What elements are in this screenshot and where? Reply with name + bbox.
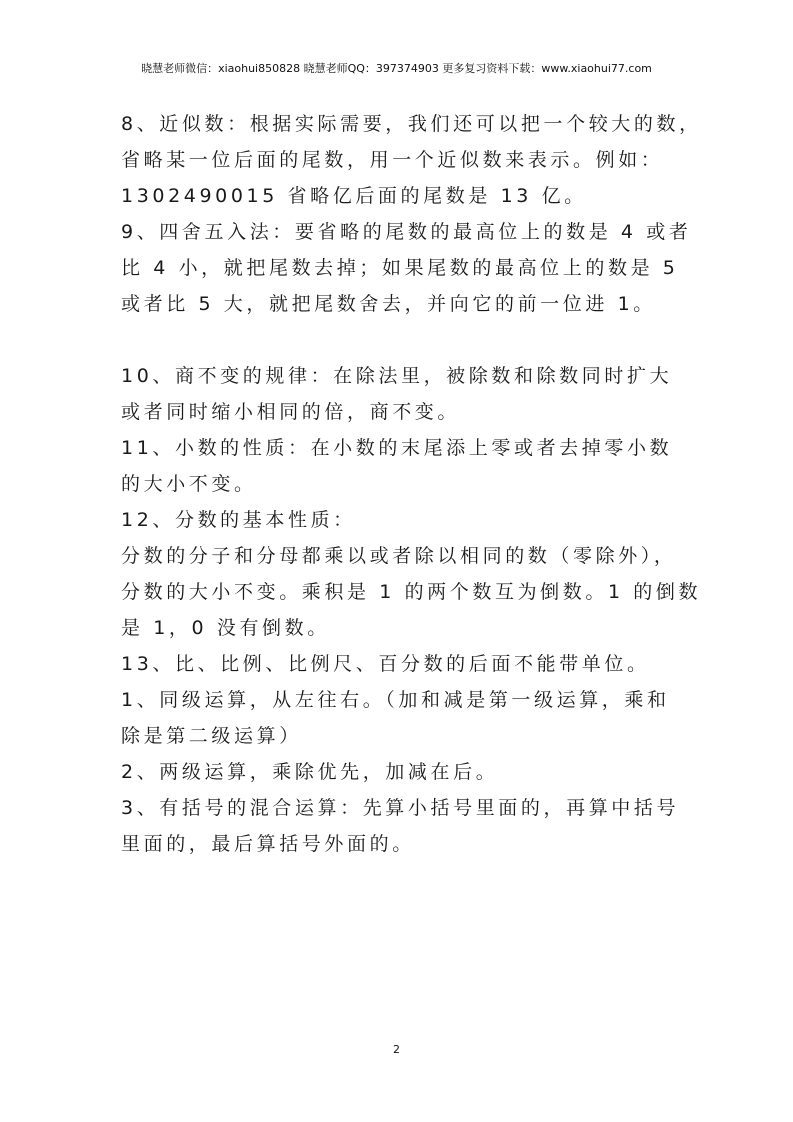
text-line: 8、近似数：根据实际需要，我们还可以把一个较大的数， xyxy=(121,113,702,135)
document-body xyxy=(121,106,702,862)
text-line: 是 1，0 没有倒数。 xyxy=(121,617,330,639)
text-line: 分数的分子和分母都乘以或者除以相同的数（零除外）， xyxy=(121,545,677,567)
text-line: 13、比、比例、比例尺、百分数的后面不能带单位。 xyxy=(121,653,650,675)
text-line: 比 4 小，就把尾数去掉；如果尾数的最高位上的数是 5 xyxy=(121,257,679,279)
text-line: 或者比 5 大，就把尾数舍去，并向它的前一位进 1。 xyxy=(121,293,656,315)
text-line: 里面的，最后算括号外面的。 xyxy=(121,833,415,855)
text-line: 除是第二级运算） xyxy=(121,725,302,747)
text-line: 1、同级运算，从左往右。（加和减是第一级运算，乘和 xyxy=(121,689,670,711)
text-line: 1302490015 省略亿后面的尾数是 13 亿。 xyxy=(121,185,587,207)
text-line: 11、小数的性质：在小数的末尾添上零或者去掉零小数 xyxy=(121,437,673,459)
text-line: 或者同时缩小相同的倍，商不变。 xyxy=(121,401,461,423)
text-line: 12、分数的基本性质： xyxy=(121,509,356,531)
paragraph-gap xyxy=(121,322,673,358)
text-line: 省略某一位后面的尾数，用一个近似数来表示。例如： xyxy=(121,149,664,171)
text-line: 9、四舍五入法：要省略的尾数的最高位上的数是 4 或者 xyxy=(121,221,692,243)
text-line: 3、有括号的混合运算：先算小括号里面的，再算中括号 xyxy=(121,797,680,819)
text-line: 2、两级运算，乘除优先，加减在后。 xyxy=(121,761,499,783)
page-number: 2 xyxy=(393,1043,400,1056)
text-line: 分数的大小不变。乘积是 1 的两个数互为倒数。1 的倒数 xyxy=(121,581,702,603)
text-line: 10、商不变的规律：在除法里，被除数和除数同时扩大 xyxy=(121,365,673,387)
page-header: 晓慧老师微信：xiaohui850828 晓慧老师QQ：397374903 更多复习资料下载：www.xiaohui77.com xyxy=(141,62,652,75)
text-line: 的大小不变。 xyxy=(121,473,257,495)
